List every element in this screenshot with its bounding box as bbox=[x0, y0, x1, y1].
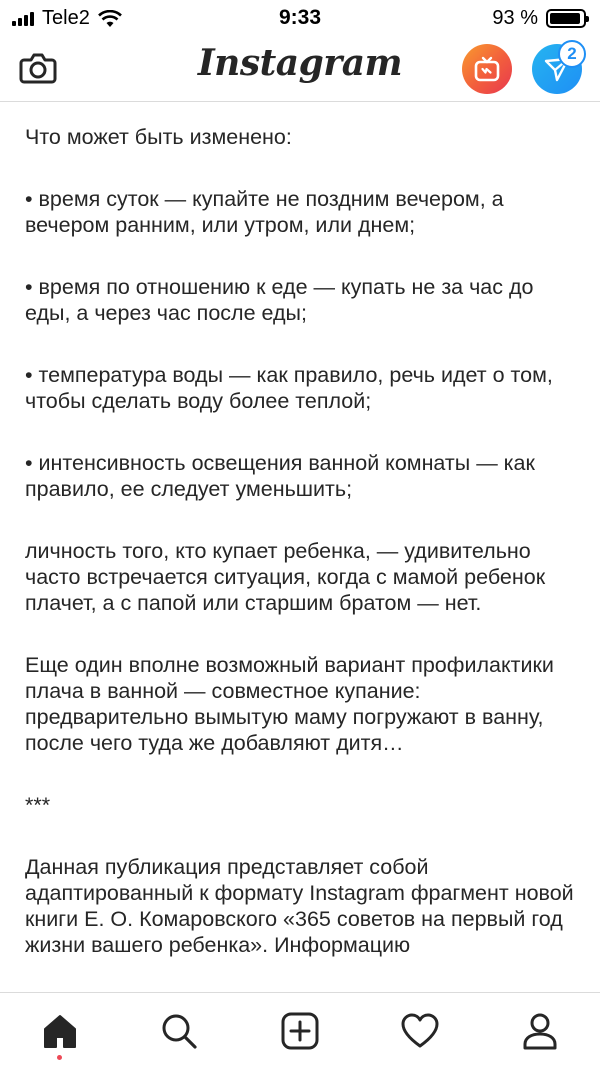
app-header bbox=[0, 36, 600, 102]
caption-paragraph: • время по отношению к еде — купать не за час до еды, а через час после еды; bbox=[25, 275, 534, 325]
activity-heart-icon bbox=[400, 1012, 440, 1050]
caption-paragraph: Еще один вполне возможный вариант профилактики плача в ванной — совместное купание: предварительно вымытую маму погружают в ванну, после чего туда же добавляют дитя… bbox=[25, 653, 554, 755]
tab-profile[interactable] bbox=[518, 1009, 562, 1053]
igtv-icon bbox=[473, 55, 501, 83]
direct-message-button[interactable] bbox=[532, 44, 582, 94]
tab-new-post[interactable] bbox=[278, 1009, 322, 1053]
tab-activity[interactable] bbox=[398, 1009, 442, 1053]
add-post-icon bbox=[281, 1012, 319, 1050]
home-icon bbox=[41, 1012, 79, 1050]
carrier-name: Tele2 bbox=[42, 7, 90, 29]
status-time: 9:33 bbox=[278, 6, 322, 29]
tab-home[interactable] bbox=[38, 1009, 82, 1053]
search-icon bbox=[160, 1012, 198, 1050]
caption-paragraph: личность того, кто купает ребенка, — удивительно часто встречается ситуация, когда с мамой ребенок плачет, а с папой или старшим братом — нет. bbox=[25, 539, 546, 615]
battery-percent: 93 % bbox=[492, 7, 538, 29]
status-bar bbox=[0, 0, 600, 36]
caption-paragraph: • время суток — купайте не поздним вечером, а вечером ранним, или утром, или днем; bbox=[25, 187, 504, 237]
bottom-tab-bar bbox=[0, 992, 600, 1066]
caption-paragraph: Данная публикация представляет собой адаптированный к формату Instagram фрагмент новой книги Е. О. Комаровского «365 советов на первый год жизни вашего ребенка». Информацию bbox=[25, 855, 574, 957]
caption-separator: *** bbox=[25, 793, 51, 817]
battery-fill bbox=[550, 13, 580, 24]
instagram-logo: Instagram bbox=[197, 42, 403, 84]
battery-icon bbox=[546, 9, 586, 28]
profile-icon bbox=[521, 1012, 559, 1050]
tab-search[interactable] bbox=[157, 1009, 201, 1053]
status-right bbox=[492, 7, 586, 30]
caption-paragraph: • температура воды — как правило, речь идет о том, чтобы сделать воду более теплой; bbox=[25, 363, 553, 413]
igtv-button[interactable] bbox=[462, 44, 512, 94]
caption-paragraph: • интенсивность освещения ванной комнаты — как правило, ее следует уменьшить; bbox=[25, 451, 535, 501]
home-notification-dot bbox=[57, 1055, 62, 1060]
direct-unread-badge: 2 bbox=[558, 40, 586, 68]
post-caption bbox=[0, 103, 600, 993]
caption-paragraph: Что может быть изменено: bbox=[25, 125, 292, 149]
